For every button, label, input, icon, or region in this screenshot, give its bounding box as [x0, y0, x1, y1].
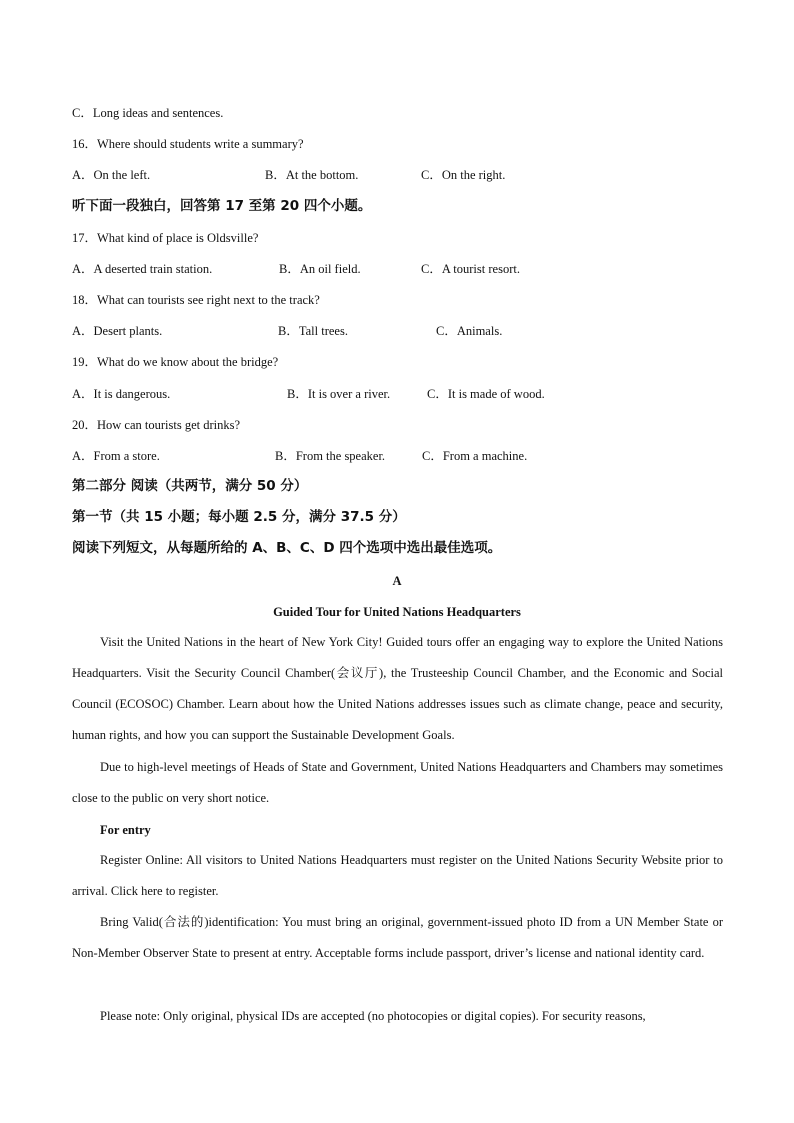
passage-title: Guided Tour for United Nations Headquarters: [273, 605, 521, 619]
passage-label: A: [392, 574, 402, 588]
q16-question: 16．Where should students write a summary?: [72, 137, 304, 151]
q18-options: [72, 323, 723, 339]
q20-option-b: B．From the speaker.: [275, 449, 386, 463]
passage-paragraph-2: Due to high-level meetings of Heads of State and Government, United Nations Headquarters and Chambers may sometimes close to the public on very short notice.: [72, 760, 723, 805]
q19-question: 19．What do we know about the bridge?: [72, 355, 279, 369]
entry-heading: For entry: [100, 823, 151, 837]
q20-question: 20．How can tourists get drinks?: [72, 418, 241, 432]
q20-option-c: C．From a machine.: [422, 449, 528, 463]
passage-paragraph-3: Register Online: All visitors to United Nations Headquarters must register on the United Nations Security Website prior to arrival. Click here to register.: [72, 853, 723, 898]
passage-paragraph-4: Bring Valid(合法的)identification: You must bring an original, government-issued photo ID from a UN Member State or Non-Member Observer State to present at entry. Acceptable forms include passport, driver’s license and national identity card.: [72, 915, 723, 960]
q19-option-b: B．It is over a river.: [287, 387, 391, 401]
q17-option-b: B．An oil field.: [279, 262, 361, 276]
q20-option-a: A．From a store.: [72, 449, 160, 463]
q16-option-a: A．On the left.: [72, 168, 151, 182]
q16-options: [72, 167, 723, 183]
passage-paragraph-5: Please note: Only original, physical IDs are accepted (no photocopies or digital copies). For security reasons,: [100, 1009, 646, 1023]
q16-option-b: B．At the bottom.: [265, 168, 359, 182]
q18-option-a: A．Desert plants.: [72, 324, 163, 338]
q19-option-c: C．It is made of wood.: [427, 387, 545, 401]
reading-instruction: 阅读下列短文，从每题所给的 A、B、C、D 四个选项中选出最佳选项。: [72, 540, 502, 556]
q17-option-c: C．A tourist resort.: [421, 262, 520, 276]
reading-part-title: 第二部分 阅读（共两节，满分 50 分）: [72, 478, 308, 494]
q18-option-b: B．Tall trees.: [278, 324, 348, 338]
reading-section-title: 第一节（共 15 小题；每小题 2.5 分，满分 37.5 分）: [72, 509, 406, 525]
q16-option-c: C．On the right.: [421, 168, 506, 182]
q17-options: [72, 261, 723, 277]
q19-options: [72, 386, 723, 402]
q19-option-a: A．It is dangerous.: [72, 387, 171, 401]
q17-option-a: A．A deserted train station.: [72, 262, 213, 276]
q18-question: 18．What can tourists see right next to the track?: [72, 293, 320, 307]
q17-question: 17．What kind of place is Oldsville?: [72, 231, 259, 245]
monologue-instruction: 听下面一段独白，回答第 17 至第 20 四个小题。: [72, 198, 372, 214]
q18-option-c: C．Animals.: [436, 324, 503, 338]
passage-paragraph-1: Visit the United Nations in the heart of New York City! Guided tours offer an engaging way to explore the United Nations Headquarters. Visit the Security Council Chamber(会议厅), the Trusteeship Council Chamber, and the Economic and Social Council (ECOSOC) Chamber. Learn about how the United Nations addresses issues such as climate change, peace and security, human rights, and how you can support the Sustainable Development Goals.: [72, 635, 723, 742]
q15-option-c: C．Long ideas and sentences.: [72, 106, 224, 120]
q20-options: [72, 448, 723, 464]
